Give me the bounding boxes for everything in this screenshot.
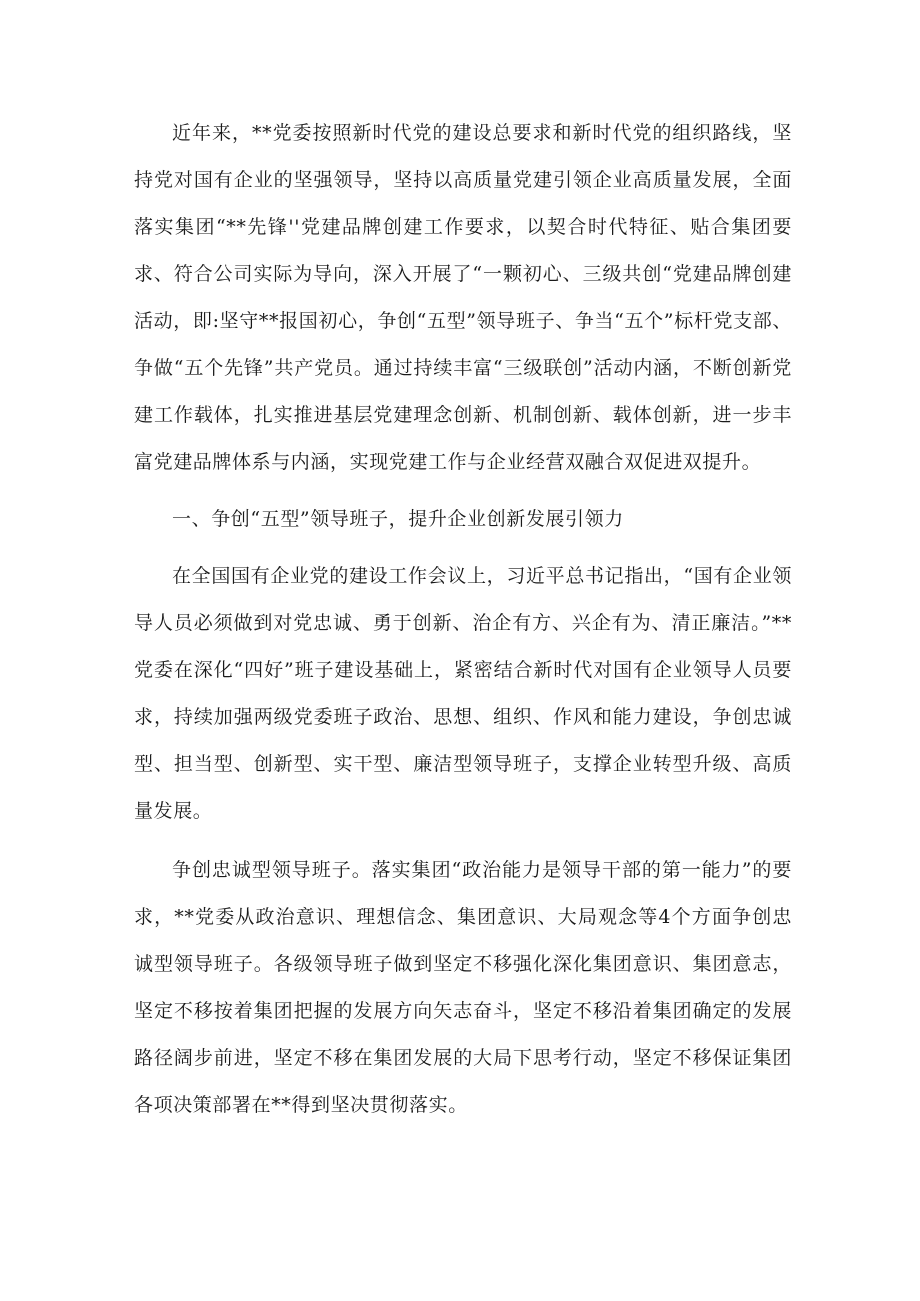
body-paragraph-1: 在全国国有企业党的建设工作会议上，习近平总书记指出，“国有企业领导人员必须做到对党忠诚、勇于创新、治企有方、兴企有为、清正廉洁。”**党委在深化“四好”班子建设基础上，紧密结合新时代对国有企业领导人员要求，持续加强两级党委班子政治、思想、组织、作风和能力建设，争创忠诚型、担当型、创新型、实干型、廉洁型领导班子，支撑企业转型升级、高质量发展。 (134, 565, 792, 822)
body-paragraph-2: 争创忠诚型领导班子。落实集团“政治能力是领导干部的第一能力”的要求，**党委从政治意识、理想信念、集团意识、大局观念等4个方面争创忠诚型领导班子。各级领导班子做到坚定不移强化深化集团意识、集团意志，坚定不移按着集团把握的发展方向矢志奋斗，坚定不移沿着集团确定的发展路径阔步前进，坚定不移在集团发展的大局下思考行动，坚定不移保证集团各项决策部署在**得到坚决贯彻落实。 (134, 859, 792, 1116)
spacer (134, 543, 792, 553)
spacer (134, 486, 792, 496)
document-body (134, 110, 792, 1129)
intro-paragraph: 近年来，**党委按照新时代党的建设总要求和新时代党的组织路线，坚持党对国有企业的坚强领导，坚持以高质量党建引领企业高质量发展，全面落实集团“**先锋''党建品牌创建工作要求，以契合时代特征、贴合集团要求、符合公司实际为导向，深入开展了“一颗初心、三级共创“党建品牌创建活动，即:坚守**报国初心，争创“五型”领导班子、争当“五个”标杆党支部、争做“五个先锋”共产党员。通过持续丰富“三级联创”活动内涵，不断创新党建工作载体，扎实推进基层党建理念创新、机制创新、载体创新，进一步丰富党建品牌体系与内涵，实现党建工作与企业经营双融合双促进双提升。 (134, 122, 792, 473)
spacer (134, 835, 792, 847)
section-heading: 一、争创“五型”领导班子，提升企业创新发展引领力 (172, 508, 624, 530)
